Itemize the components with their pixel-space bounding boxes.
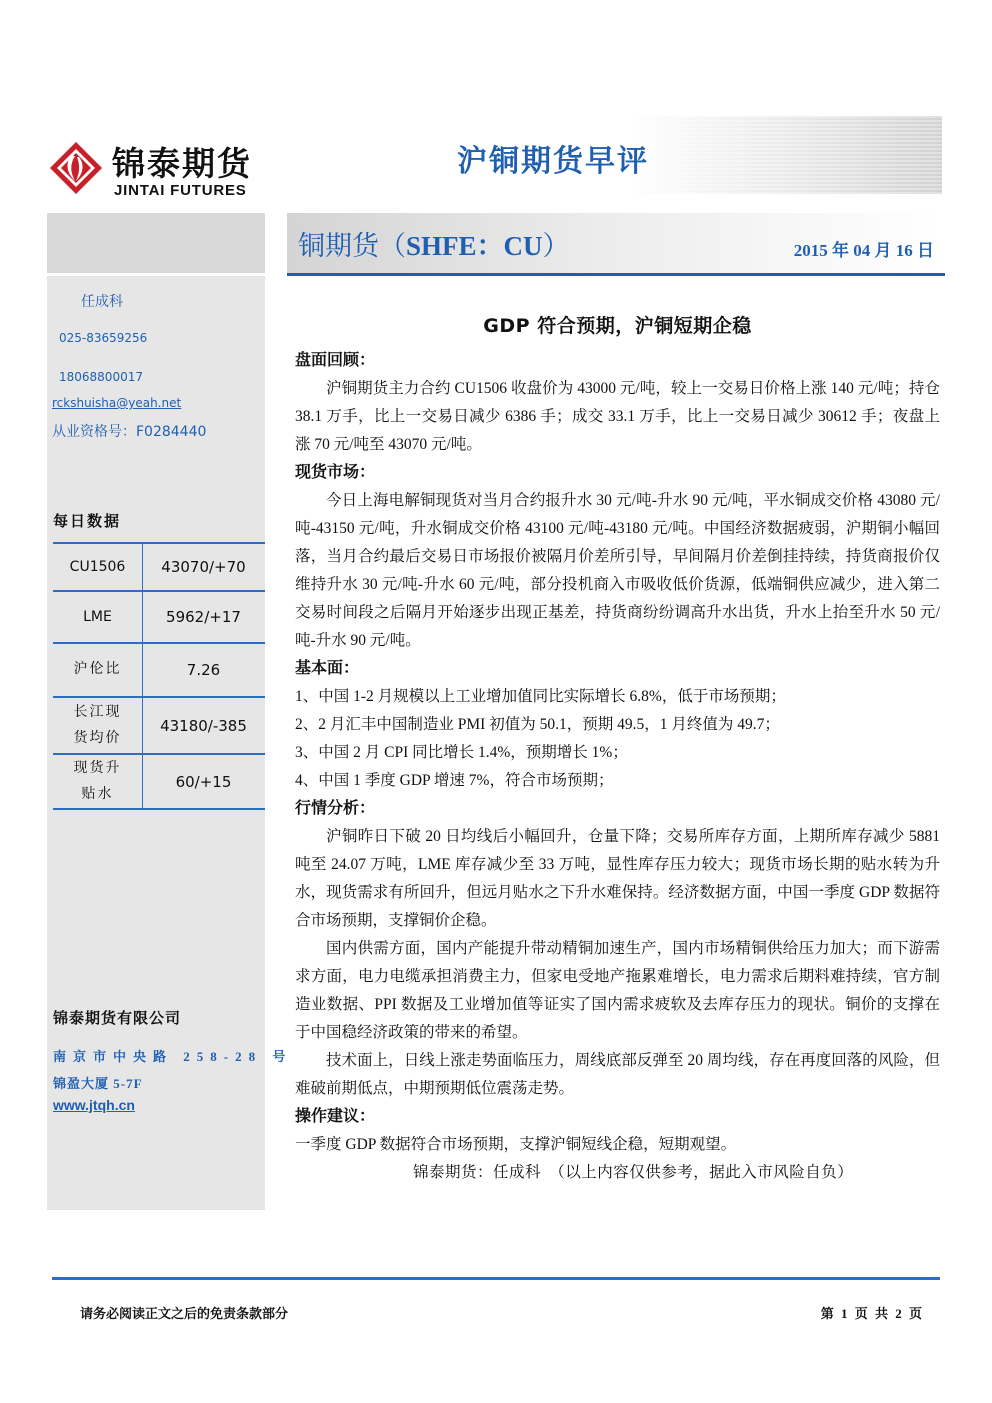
analyst-phone: 025-83659256 xyxy=(59,331,148,345)
report-date: 2015 年 04 月 16 日 xyxy=(793,241,934,260)
report-headline: GDP 符合预期，沪铜短期企稳 xyxy=(483,315,752,337)
sidebar xyxy=(47,276,293,1210)
product-title-prefix: 铜期货（ xyxy=(298,231,406,261)
footer-rule xyxy=(52,1277,940,1280)
table-row xyxy=(53,544,265,590)
row-label: LME xyxy=(83,609,112,625)
row-label: 长江现 货均价 xyxy=(73,704,122,746)
paragraph: 国内供需方面，国内产能提升带动精铜加速生产，国内市场精铜供给压力加大；而下游需求方面，电力电缆承担消费主力，但家电受地产拖累难增长，电力需求后期料难持续，官方制造业数据、PPI 数据及工业增加值等证实了国内需求疲软及去库存压力的现状。铜价的支撑在于中国稳经济政策的带来的希望。 xyxy=(295,940,940,1041)
company-address: 南京市中央路 258-28 号 xyxy=(53,1049,293,1064)
analyst-license: 从业资格号：F0284440 xyxy=(52,424,207,440)
product-code: SHFE：CU xyxy=(406,231,543,261)
subheader-rule xyxy=(287,273,945,276)
list-item: 1、中国 1-2 月规模以上工业增加值同比实际增长 6.8%，低于市场预期； xyxy=(295,688,786,705)
analyst-name: 任成科 xyxy=(81,294,123,310)
row-label: CU1506 xyxy=(69,559,126,575)
recommendation-text: 一季度 GDP 数据符合市场预期，支撑沪铜短线企稳，短期观望。 xyxy=(295,1136,737,1153)
daily-data-table xyxy=(53,542,265,810)
signature-line: 锦泰期货：任成科 （以上内容仅供参考，据此入市风险自负） xyxy=(413,1164,854,1181)
disclaimer-note: 请务必阅读正文之后的免责条款部分 xyxy=(80,1306,289,1321)
list-item: 2、2 月汇丰中国制造业 PMI 初值为 50.1，预期 49.5，1 月终值为 49.7； xyxy=(295,716,780,733)
product-title xyxy=(298,224,570,263)
row-value: 5962/+17 xyxy=(166,608,241,626)
table-rule xyxy=(53,808,265,810)
company-name: 锦泰期货有限公司 xyxy=(53,1011,182,1027)
section-heading-recommendation: 操作建议： xyxy=(295,1108,376,1125)
list-item: 3、中国 2 月 CPI 同比增长 1.4%，预期增长 1%； xyxy=(295,744,628,761)
row-label: 沪伦比 xyxy=(73,662,122,677)
analyst-email-link[interactable]: rckshuisha@yeah.net xyxy=(52,396,182,410)
sidebar-top-band xyxy=(47,213,265,273)
title-band-texture xyxy=(675,116,942,194)
company-building: 锦盈大厦 5-7F xyxy=(53,1076,143,1091)
paragraph: 沪铜昨日下破 20 日均线后小幅回升，仓量下降；交易所库存方面，上期所库存减少 5881 吨至 24.07 万吨，LME 库存减少至 33 万吨，显性库存压力较大；现货市场长期的贴水转为升水，现货需求有所回升，但远月贴水之下升水难保持。经济数据方面，中国一季度 GDP 数据符合市场预期，支撑铜价企稳。 xyxy=(295,828,940,929)
table-row xyxy=(53,592,265,642)
list-item: 4、中国 1 季度 GDP 增速 7%，符合市场预期； xyxy=(295,772,614,789)
logo-chinese-text: 锦泰期货 xyxy=(112,147,252,183)
paragraph: 今日上海电解铜现货对当月合约报升水 30 元/吨-升水 90 元/吨，平水铜成交价格 43080 元/吨-43150 元/吨，升水铜成交价格 43100 元/吨-43180 元/吨。中国经济数据疲弱，沪期铜小幅回落，当月合约最后交易日市场报价被隔月价差所引导，早间隔月价差倒挂持续，持货商报价仅维持升水 30 元/吨-升水 60 元/吨，部分投机商入市吸收低价货源，低端铜供应减少，进入第二交易时间段之后隔月开始逐步出现正基差，持货商纷纷调高升水出货，升水上抬至升水 50 元/吨-升水 90 元/吨。 xyxy=(295,492,940,649)
analyst-mobile: 18068800017 xyxy=(59,370,143,384)
report-title: 沪铜期货早评 xyxy=(457,145,649,178)
section-heading-spot-market: 现货市场： xyxy=(295,464,376,481)
company-logo xyxy=(48,138,263,200)
row-label: 现货升 贴水 xyxy=(73,760,122,802)
jintai-diamond-icon xyxy=(48,140,104,196)
company-website-link[interactable]: www.jtqh.cn xyxy=(53,1097,135,1113)
table-row xyxy=(53,698,265,753)
table-row xyxy=(53,755,265,808)
table-row xyxy=(53,644,265,696)
paragraph: 技术面上，日线上涨走势面临压力，周线底部反弹至 20 周均线，存在再度回落的风险，但难破前期低点，中期预期低位震荡走势。 xyxy=(295,1052,940,1097)
row-value: 60/+15 xyxy=(175,772,232,791)
section-heading-analysis: 行情分析： xyxy=(295,800,376,817)
product-title-suffix: ） xyxy=(542,231,570,261)
logo-english-text: JINTAI FUTURES xyxy=(114,182,247,199)
page-number: 第 1 页 共 2 页 xyxy=(820,1306,924,1321)
paragraph: 沪铜期货主力合约 CU1506 收盘价为 43000 元/吨，较上一交易日价格上涨 140 元/吨；持仓 38.1 万手，比上一交易日减少 6386 手；成交 33.1 万手，比上一交易日减少 30612 手；夜盘上涨 70 元/吨至 43070 元/吨。 xyxy=(295,380,940,453)
daily-data-heading: 每日数据 xyxy=(53,514,122,530)
section-heading-fundamentals: 基本面： xyxy=(295,660,360,677)
row-value: 7.26 xyxy=(186,661,221,679)
report-body xyxy=(295,312,940,1187)
row-value: 43180/-385 xyxy=(160,716,247,735)
section-heading-market-review: 盘面回顾： xyxy=(295,352,376,369)
row-value: 43070/+70 xyxy=(161,558,246,576)
